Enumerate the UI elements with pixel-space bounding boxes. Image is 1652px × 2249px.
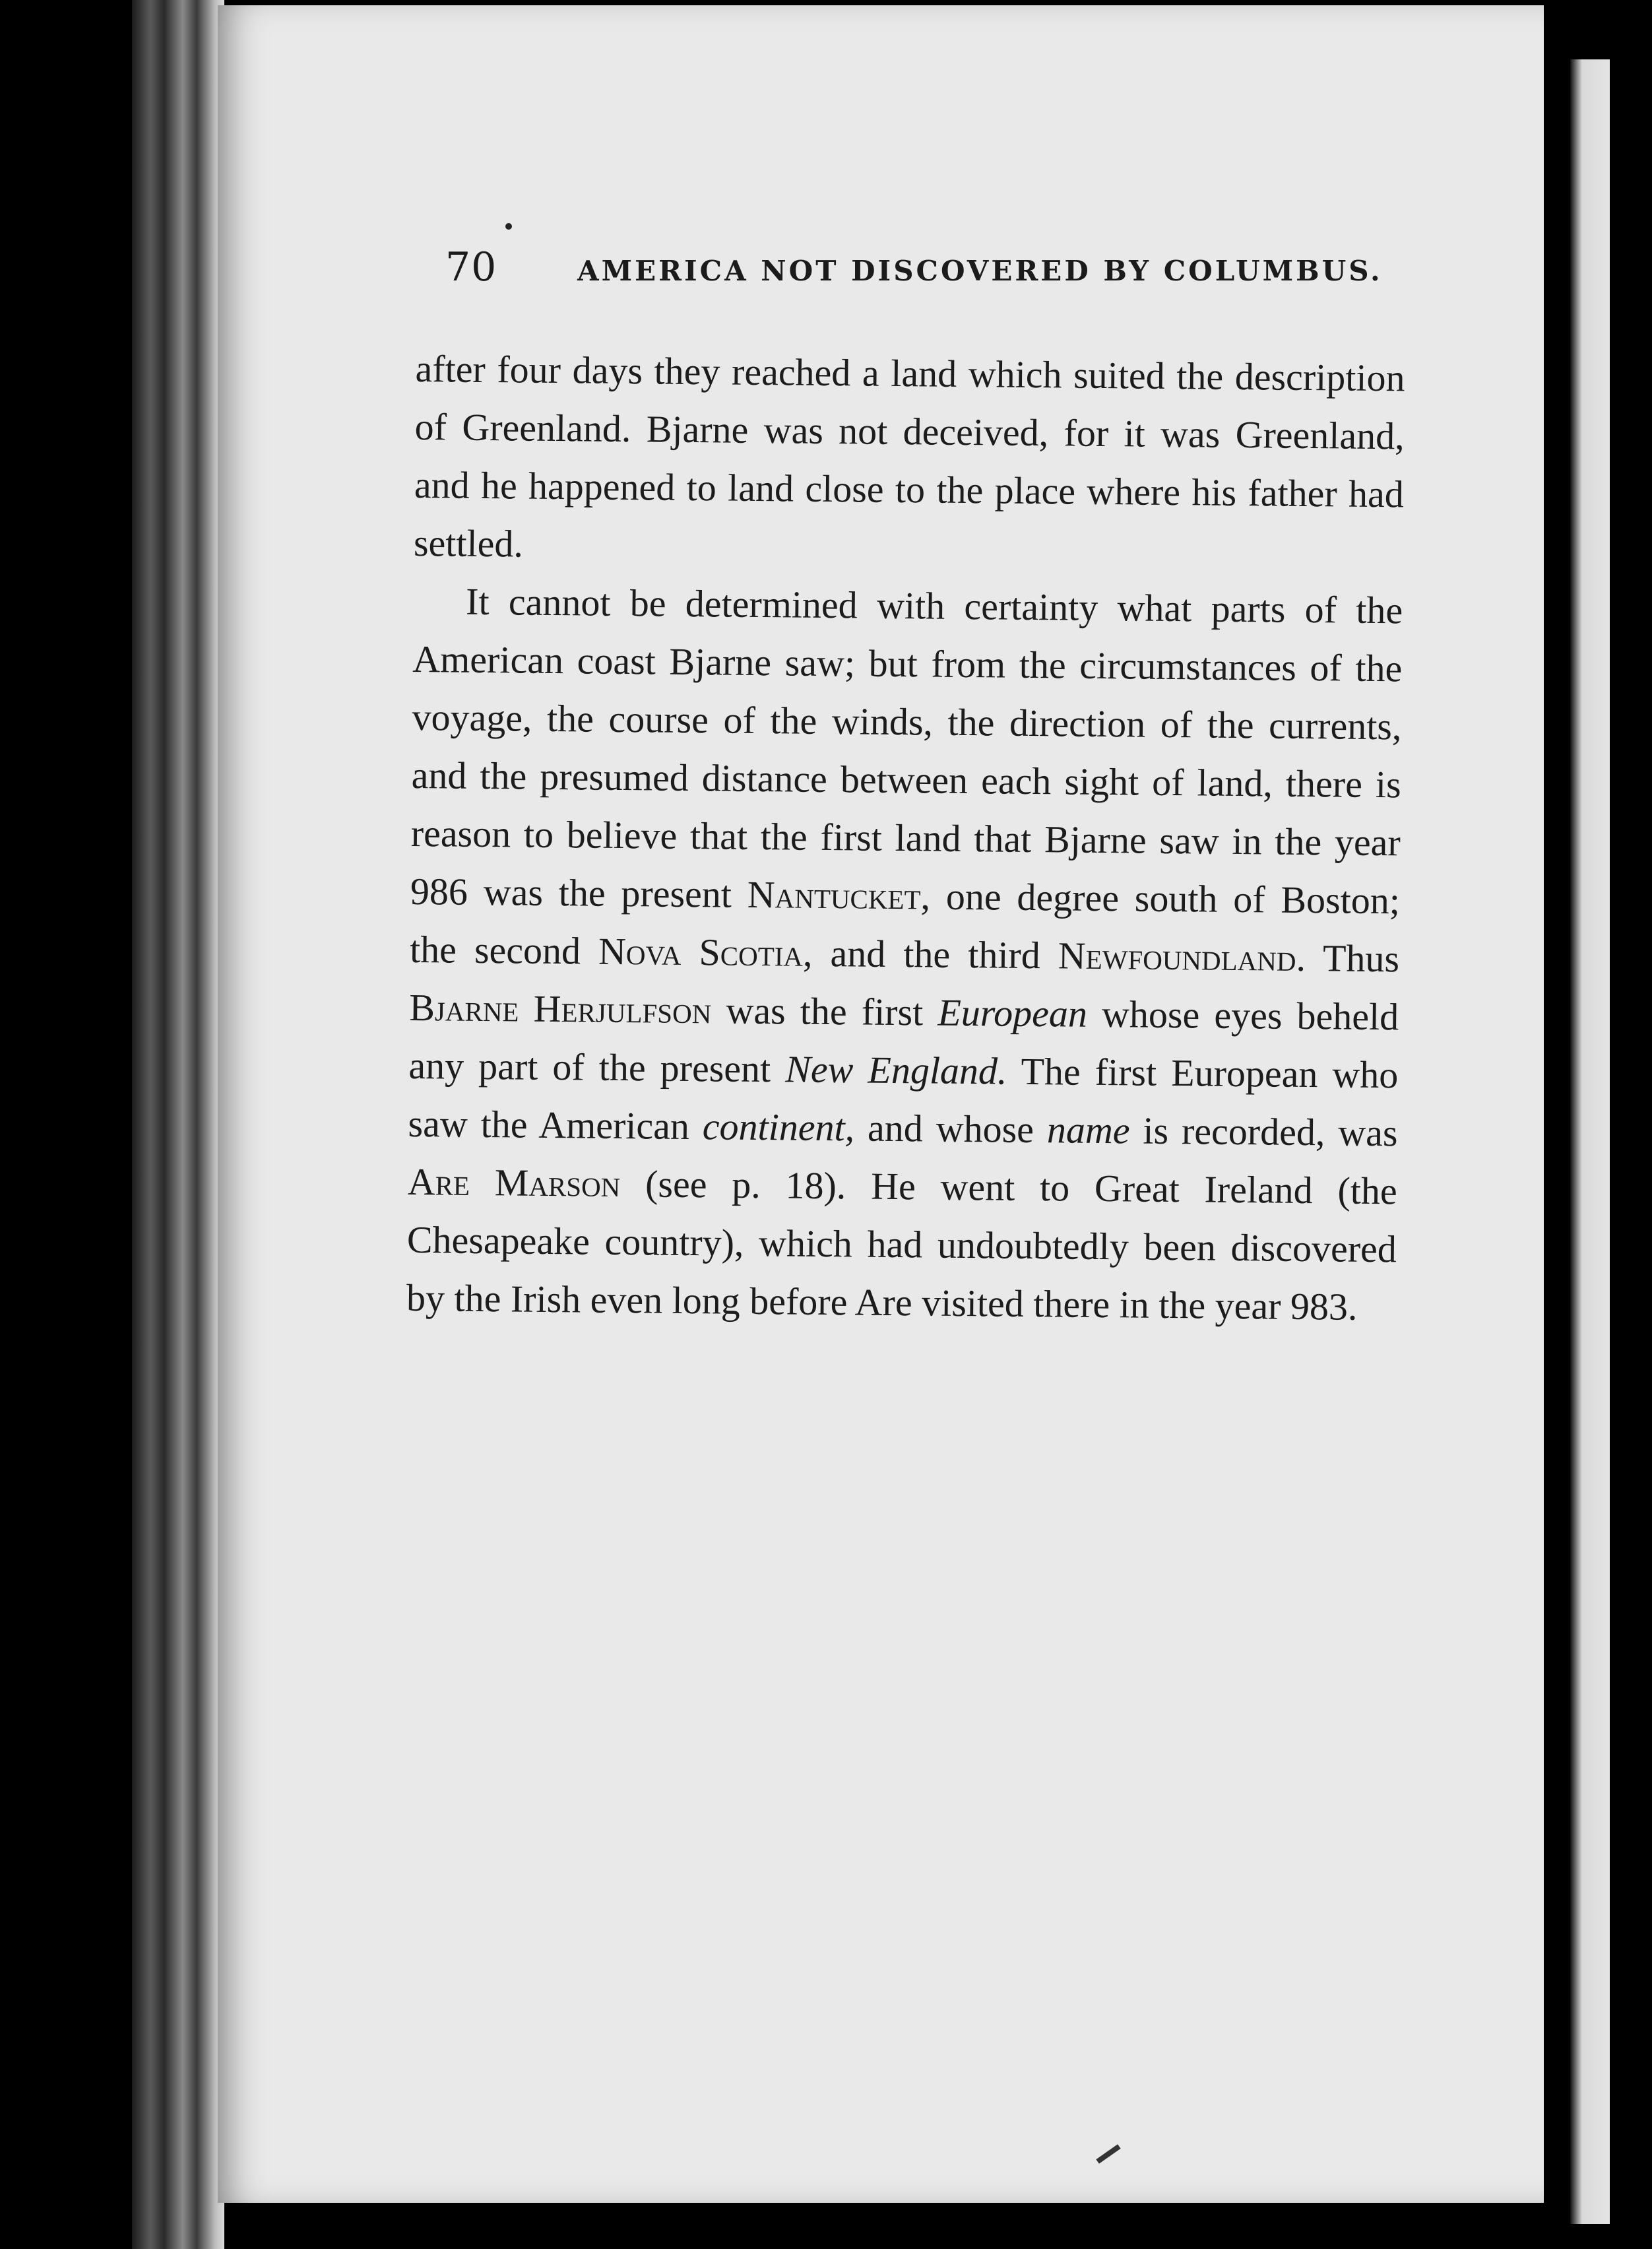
italic-european: European <box>937 991 1088 1035</box>
page-header <box>445 244 1383 317</box>
paragraph-1: after four days they reached a land which suited the description of Greenland. Bjarne was not deceived, for it was Greenland, and he happened to land close to the place where his father had settled. <box>413 346 1405 566</box>
text-run: . Thus <box>1296 936 1400 981</box>
paragraph-2 <box>406 572 1403 1336</box>
ink-dot <box>505 223 512 230</box>
text-run: (see p. 18). He went to Great Ireland (the Chesapeake country), which had undoubtedly been discovered by the Irish even long before Are visited there in the year 983. <box>406 1162 1398 1328</box>
text-run: It cannot be determined with certainty what parts of the American coast Bjarne saw; but from the circumstances of the voyage, the course of the winds, the direction of the currents, and the presumed distance between each sight of land, there is reason to believe that the first land that Bjarne saw in the year 986 was the present <box>410 579 1403 916</box>
person-name-are-marson: Are Marson <box>407 1159 621 1206</box>
place-name-newfoundland: Newfoundland <box>1058 934 1296 979</box>
running-head: AMERICA NOT DISCOVERED BY COLUMBUS. <box>577 255 1383 287</box>
scan-border <box>1610 0 1652 2249</box>
text-run: and whose <box>854 1106 1048 1152</box>
facing-page-edge <box>1570 59 1610 2224</box>
body-text <box>406 340 1405 1336</box>
italic-name: name <box>1046 1108 1130 1152</box>
text-run: is recorded, was <box>1129 1109 1398 1155</box>
person-name-bjarne-herjulfson: Bjarne Herjulfson <box>408 985 712 1032</box>
italic-new-england: New England. <box>784 1047 1007 1093</box>
text-run: , one degree south of Boston; the second <box>409 874 1401 973</box>
book-binding-edge <box>132 0 224 2249</box>
text-run: whose eyes beheld any part of the present <box>408 992 1399 1091</box>
text-run: , and the third <box>802 931 1059 977</box>
italic-continent: continent, <box>702 1105 855 1150</box>
place-name-nova-scotia: Nova Scotia <box>598 929 804 975</box>
text-run: was the first <box>711 989 938 1034</box>
place-name-nantucket: Nantucket <box>747 872 921 918</box>
page-number: 70 <box>445 244 497 290</box>
text-run: The first European who saw the American <box>408 1049 1399 1148</box>
